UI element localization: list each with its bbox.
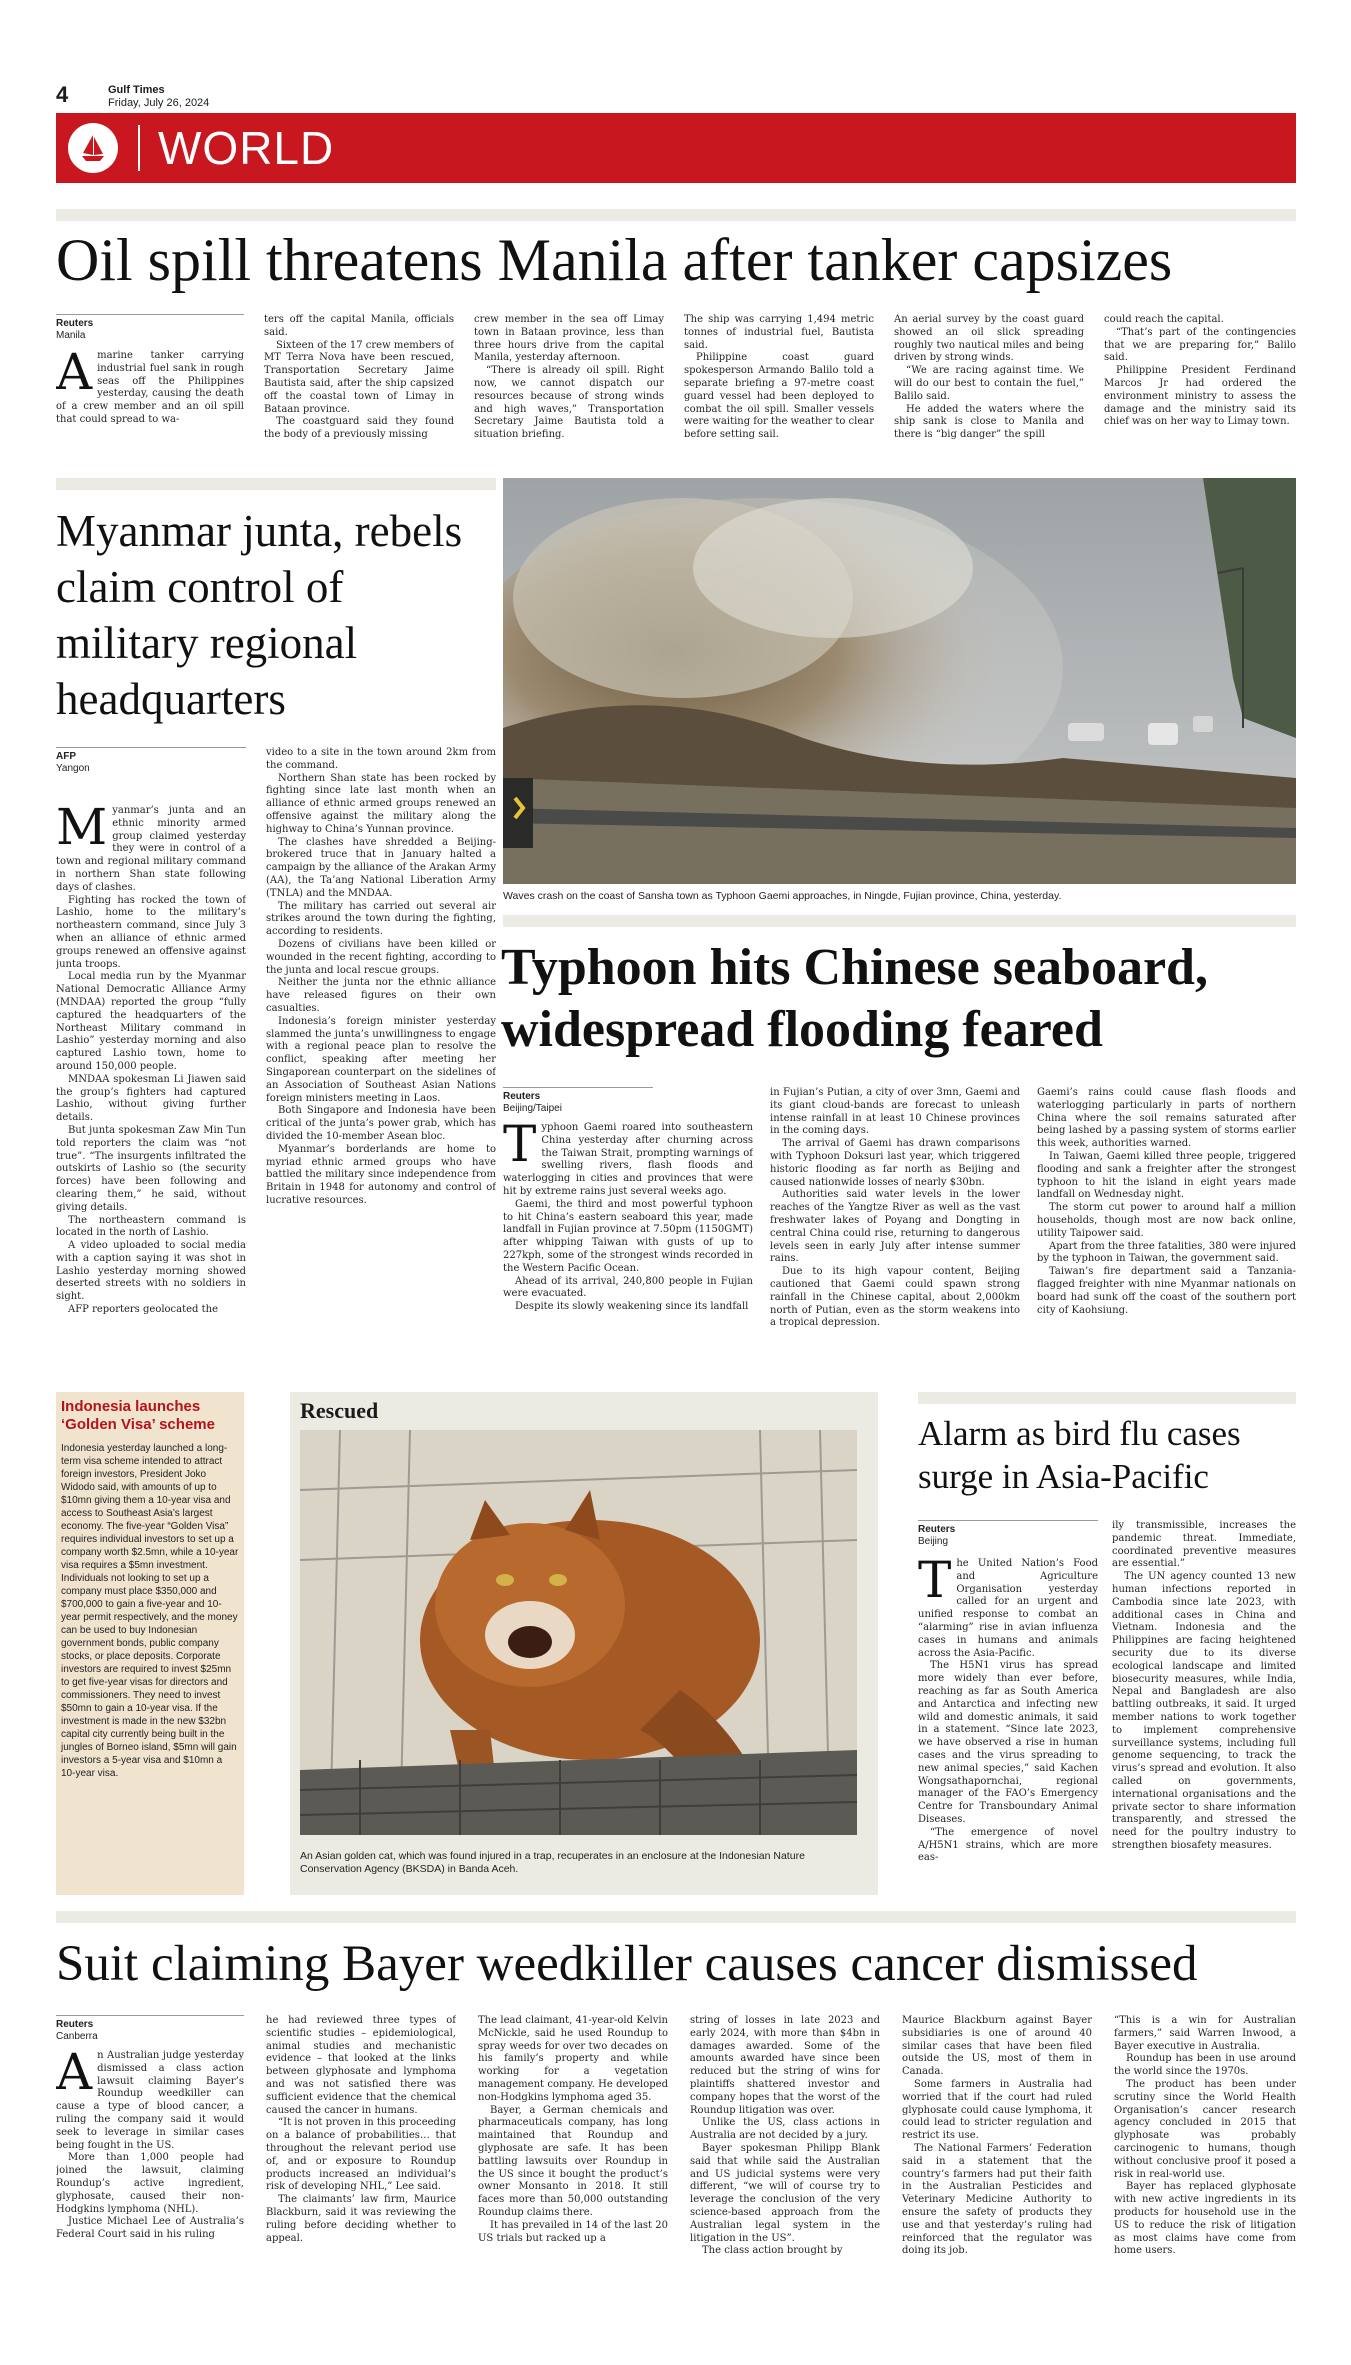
story3-headline: Typhoon hits Chinese seaboard, widespread flooding feared	[501, 939, 1208, 1058]
story3-paragraph: Apart from the three fatalities, 380 were injured by the typhoon in Taiwan, the government said.	[1037, 1240, 1296, 1265]
story1-paragraph: “We are racing against time. We will do our best to contain the fuel,” Balilo said.	[894, 365, 1084, 402]
story4-paragraph: The H5N1 virus has spread more widely than ever before, reaching as far as South America and Antarctica and infecting new wild and domestic animals, it said in a statement. “Since late 2023, we have observed a rise in human cases and the virus spreading to new animal species,” said Kachen Wongsathapornchai, regional manager of the FAO’s Emergency Centre for Transboundary Animal Diseases.	[918, 1660, 1098, 1825]
story3-paragraph: Due to its high vapour content, Beijing cautioned that Gaemi could spawn strong rainfall in the Chinese capital, about 2,000km north of Putian, even as the storm weakens into a tropical depression.	[770, 1266, 1020, 1329]
story1-paragraph: Philippine President Ferdinand Marcos Jr had ordered the environment ministry to assess the damage and the ministry said its chief was on her way to Limay town.	[1104, 365, 1296, 428]
story1-paragraph: Sixteen of the 17 crew members of MT Terra Nova have been rescued, Transportation Secretary Jaime Bautista said, after the ship capsized off the coastal town of Limay in Bataan province.	[264, 339, 454, 415]
section-rule	[56, 209, 1296, 221]
story5-byline	[56, 2015, 244, 2043]
story5-paragraph: string of losses in late 2023 and early 2024, with more than $4bn in damages awarded. Some of the amounts awarded have since been reduced but the string of wins for plaintiffs shattered investor and company hopes that the worst of the Roundup litigation was over.	[690, 2015, 880, 2116]
story4-byline	[918, 1520, 1098, 1548]
sidebar-body: Indonesia yesterday launched a long-term visa scheme intended to attract foreign investors, President Joko Widodo said, with amounts of up to $10mn giving them a 10-year visa and access to Southeast Asia’s largest economy. The five-year “Golden Visa” requires individual investors to set up a company worth $2.5mn, while a 10-year visa requires a $5mn investment. Individuals not looking to set up a company must place $350,000 and $700,000 to gain a five-year and 10-year permit respectively, and the money can be used to buy Indonesian government bonds, public company stocks, or place deposits. Corporate investors are required to invest $25mn to get five-year visas for directors and commissioners. They need to invest $50mn to gain a 10-year visa. If the investment is made in the new $32bn capital city currently being built in the jungles of Borneo island, $5mn will gain investors a 5-year visa and $10mn a 10-year visa.	[61, 1443, 239, 1779]
story5-drop-cap: A	[56, 2050, 93, 2101]
story4-paragraph: The United Nation’s Food and Agriculture Organisation yesterday called for an urgent and unified response to combat an “alarming” rise in avian influenza cases in humans and animals across the Asia-Pacific.	[918, 1558, 1098, 1659]
story2-column	[56, 805, 246, 1317]
story1-column	[894, 314, 1084, 442]
story3-column	[770, 1087, 1020, 1330]
story4-column	[1112, 1520, 1296, 1853]
story5-column	[266, 2015, 456, 2245]
story1-paragraph: crew member in the sea off Limay town in Bataan province, less than three hours drive from the capital Manila, yesterday afternoon.	[474, 314, 664, 364]
story2-paragraph: AFP reporters geolocated the	[68, 1304, 219, 1316]
story3-paragraph: Gaemi, the third and most powerful typhoon to hit China’s eastern seaboard this year, made landfall in Fujian province at 7.50pm (1150GMT) after whipping Taiwan with gusts of up to 227kph, some of the strongest winds recorded in the Western Pacific Ocean.	[503, 1198, 753, 1274]
story1-paragraph: The ship was carrying 1,494 metric tonnes of industrial fuel, Bautista said.	[684, 314, 874, 351]
story3-dateline: Beijing/Taipei	[503, 1103, 562, 1114]
rescued-photo-caption: An Asian golden cat, which was found injured in a trap, recuperates in an enclosure at the Indonesian Nature Conservation Agency (BKSDA) in Banda Aceh.	[300, 1850, 805, 1875]
story2-paragraph: Neither the junta nor the ethnic alliance have released figures on their own casualties.	[266, 977, 496, 1014]
golden-visa-sidebar	[56, 1392, 244, 1895]
story5-paragraph: Bayer has replaced glyphosate with new active ingredients in its products for household use in the US to reduce the risk of litigation as most claims have come from home users.	[1114, 2181, 1296, 2257]
story5-dateline: Canberra	[56, 2031, 98, 2042]
story5-paragraph: “It is not proven in this proceeding on a balance of probabilities… that throughout the relevant period use of, and or exposure to Roundup products increased an individual’s risk of developing NHL,” Lee said.	[266, 2117, 456, 2193]
story1-paragraph: The coastguard said they found the body of a previously missing	[264, 416, 454, 441]
story3-paragraph: The arrival of Gaemi has drawn comparisons with Typhoon Doksuri last year, which triggered historic flooding as far north as Beijing and caused nationwide losses of nearly $30bn.	[770, 1138, 1020, 1188]
section-rule	[56, 1911, 1296, 1923]
story5-agency: Reuters	[56, 2019, 94, 2030]
story4-agency: Reuters	[918, 1524, 956, 1535]
story2-drop-cap: M	[56, 805, 108, 856]
story3-column	[503, 1122, 753, 1314]
story4-paragraph: ily transmissible, increases the pandemic threat. Immediate, coordinated preventive measures are essential.”	[1112, 1520, 1296, 1570]
story4-paragraph: “The emergence of novel A/H5N1 strains, which are more eas-	[918, 1826, 1098, 1864]
story4-drop-cap: T	[918, 1558, 952, 1609]
issue-date: Friday, July 26, 2024	[108, 97, 210, 109]
story4-headline: Alarm as bird flu cases surge in Asia-Pacific	[918, 1414, 1241, 1496]
typhoon-photo-caption: Waves crash on the coast of Sansha town as Typhoon Gaemi approaches, in Ningde, Fujian province, China, yesterday.	[503, 890, 1062, 902]
story3-column	[1037, 1087, 1296, 1317]
story1-paragraph: He added the waters where the ship sank is close to Manila and there is “big danger” the spill	[894, 403, 1084, 441]
story1-paragraph: could reach the capital.	[1104, 314, 1224, 325]
story2-paragraph: Myanmar’s borderlands are home to myriad ethnic armed groups who have battled the military since independence from Britain in 1948 for autonomy and control of lucrative resources.	[266, 1143, 496, 1206]
story5-paragraph: The National Farmers’ Federation said in a statement that the country’s farmers had put their faith in the Australian Pesticides and Veterinary Medicine Authority to ensure the safety of products they use and that yesterday’s ruling had reinforced that the regulator was doing its job.	[902, 2142, 1092, 2257]
section-rule	[56, 478, 496, 490]
story2-paragraph: Indonesia’s foreign minister yesterday slammed the junta’s unwillingness to engage with a regional peace plan to resolve the conflict, speaking after meeting her Singaporean counterpart on the sidelines of an Association of Southeast Asian Nations foreign ministers meeting in Laos.	[266, 1015, 496, 1104]
story3-paragraph: Gaemi’s rains could cause flash floods and waterlogging particularly in parts of northern China where the soil remains saturated after being lashed by a passing system of storms earlier this week, authorities warned.	[1037, 1087, 1296, 1150]
story5-paragraph: It has prevailed in 14 of the last 20 US trials but racked up a	[478, 2219, 668, 2244]
story1-column	[264, 314, 454, 442]
story2-paragraph: Myanmar’s junta and an ethnic minority armed group claimed yesterday they were in control of a town and regional military command in northern Shan state following days of clashes.	[56, 805, 246, 893]
story5-paragraph: The lead claimant, 41-year-old Kelvin McNickle, said he used Roundup to spray weeds for over two decades on his family’s property and while working for a vegetation management company. He developed non-Hodgkins lymphoma aged 35.	[478, 2015, 668, 2103]
story5-paragraph: More than 1,000 people had joined the lawsuit, claiming Roundup’s active ingredient, glyphosate, caused their non-Hodgkins lymphoma (NHL).	[56, 2152, 244, 2215]
story1-column	[56, 350, 244, 427]
story5-column	[690, 2015, 880, 2258]
story2-paragraph: video to a site in the town around 2km from the command.	[266, 747, 496, 771]
section-rule	[503, 915, 1296, 927]
story1-paragraph: ters off the capital Manila, officials said.	[264, 314, 454, 338]
banner-divider	[138, 125, 140, 171]
story1-paragraph: “That’s part of the contingencies that we are preparing for,” Balilo said.	[1104, 326, 1296, 364]
story3-drop-cap: T	[503, 1122, 537, 1173]
story3-paragraph: Typhoon Gaemi roared into southeastern China yesterday after churning across the Taiwan Strait, prompting warnings of swelling rivers, flash floods and waterlogging in cities and provinces that were hit by extreme rains just several weeks ago.	[503, 1122, 753, 1197]
story1-drop-cap: A	[56, 350, 93, 401]
story5-paragraph: An Australian judge yesterday dismissed a class action lawsuit claiming Bayer’s Roundup weedkiller can cause a type of blood cancer, a ruling the company said it would seek to leverage in similar cases being fought in the US.	[56, 2050, 244, 2151]
story5-column	[1114, 2015, 1296, 2258]
story1-column	[1104, 314, 1296, 429]
page-number: 4	[56, 82, 69, 107]
story5-paragraph: “This is a win for Australian farmers,” said Warren Inwood, a Bayer executive in Australia.	[1114, 2015, 1296, 2052]
section-rule	[918, 1392, 1296, 1404]
story5-paragraph: Justice Michael Lee of Australia’s Federal Court said in his ruling	[56, 2216, 244, 2241]
story5-column	[902, 2015, 1092, 2258]
story5-paragraph: Bayer, a German chemicals and pharmaceuticals company, has long maintained that Roundup and glyphosate are safe. It has been battling lawsuits over Roundup in the US since it bought the product’s owner Monsanto in 2018. It still faces more than 50,000 outstanding Roundup claims there.	[478, 2104, 668, 2218]
story5-column	[478, 2015, 668, 2245]
story2-paragraph: The northeastern command is located in the north of Lashio.	[56, 1214, 246, 1239]
story2-paragraph: Both Singapore and Indonesia have been critical of the junta’s power grab, which has divided the 10-member Asean bloc.	[266, 1105, 496, 1142]
story2-paragraph: Local media run by the Myanmar National Democratic Alliance Army (MNDAA) reported the group “fully captured the headquarters of the Northeast Military command in Lashio” yesterday morning and also captured Lashio town, home to around 150,000 people.	[56, 971, 246, 1072]
masthead-small	[108, 84, 209, 110]
story4-dateline: Beijing	[918, 1536, 949, 1547]
story4-column	[918, 1558, 1098, 1865]
story2-paragraph: MNDAA spokesman Li Jiawen said the group’s fighters had captured Lashio, without giving further details.	[56, 1073, 246, 1124]
story5-headline: Suit claiming Bayer weedkiller causes cancer dismissed	[56, 1936, 1198, 1992]
story3-paragraph: Despite its slowly weakening since its landfall	[515, 1301, 749, 1313]
story2-paragraph: Fighting has rocked the town of Lashio, home to the military’s northeastern command, since July 3 when an alliance of ethnic armed groups renewed an offensive against junta troops.	[56, 894, 246, 970]
story2-byline	[56, 747, 246, 775]
golden-cat-photo	[300, 1430, 857, 1835]
story2-paragraph: The military has carried out several air strikes around the town during the fighting, according to residents.	[266, 900, 496, 938]
story2-paragraph: The clashes have shredded a Beijing-brokered truce that in January halted a campaign by the alliance of the Arakan Army (AA), the Ta’ang National Liberation Army (TNLA) and the MNDAA.	[266, 836, 496, 899]
story3-agency: Reuters	[503, 1091, 541, 1102]
story1-paragraph: An aerial survey by the coast guard showed an oil slick spreading roughly two nautical miles and being driven by strong winds.	[894, 314, 1084, 364]
story3-byline	[503, 1087, 653, 1115]
story5-column	[56, 2050, 244, 2242]
rescued-label: Rescued	[300, 1398, 379, 1423]
story3-paragraph: Authorities said water levels in the lower reaches of the Yangtze River as well as the vast freshwater lakes of Poyang and Dongting in central China could rise, returning to dangerous levels seen in early July after intense summer rains.	[770, 1189, 1020, 1265]
publication-name: Gulf Times	[108, 84, 165, 96]
story5-paragraph: Unlike the US, class actions in Australia are not decided by a jury.	[690, 2117, 880, 2142]
story5-paragraph: The product has been under scrutiny since the World Health Organisation’s cancer research agency concluded in 2015 that glyphosate was probably carcinogenic to humans, though without conclusive proof it posed a risk in real-world use.	[1114, 2078, 1296, 2180]
story1-dateline: Manila	[56, 330, 86, 341]
logo-boat-icon	[68, 123, 118, 173]
story5-paragraph: Some farmers in Australia had worried that if the court had ruled glyphosate could cause lymphoma, it could lead to stricter regulation and restrict its use.	[902, 2078, 1092, 2142]
story1-headline: Oil spill threatens Manila after tanker capsizes	[56, 227, 1173, 293]
story3-paragraph: The storm cut power to around half a million households, though most are now back online, utility Taipower said.	[1037, 1202, 1296, 1239]
story5-paragraph: The class action brought by	[702, 2245, 843, 2257]
rescued-photo-panel	[290, 1392, 878, 1895]
story1-paragraph: Philippine coast guard spokesperson Armando Balilo told a separate briefing a 97-metre coast guard vessel had been deployed to combat the oil spill. Smaller vessels were waiting for the weather to clear before setting sail.	[684, 352, 874, 441]
story1-column	[474, 314, 664, 442]
story5-paragraph: Maurice Blackburn against Bayer subsidiaries is one of around 40 similar cases that have been filed outside the US, most of them in Canada.	[902, 2015, 1092, 2078]
story1-column	[684, 314, 874, 442]
story5-paragraph: Roundup has been in use around the world since the 1970s.	[1114, 2053, 1296, 2078]
story2-agency: AFP	[56, 751, 76, 762]
section-title: WORLD	[158, 122, 335, 174]
story5-paragraph: The claimants’ law firm, Maurice Blackburn, said it was reviewing the ruling before deciding whether to appeal.	[266, 2194, 456, 2244]
story2-dateline: Yangon	[56, 763, 90, 774]
story2-paragraph: Northern Shan state has been rocked by fighting since late last month when an alliance of ethnic armed groups renewed an offensive against the military along the highway to China’s Yunnan province.	[266, 772, 496, 835]
story1-paragraph: “There is already oil spill. Right now, we cannot dispatch our resources because of strong winds and high waves,” Transportation Secretary Jaime Bautista told a situation briefing.	[474, 365, 664, 441]
story3-paragraph: Taiwan’s fire department said a Tanzania-flagged freighter with nine Myanmar nationals on board had sunk off the coast of the southern port city of Kaohsiung.	[1037, 1266, 1296, 1316]
story3-paragraph: In Taiwan, Gaemi killed three people, triggered flooding and sank a freighter after the strongest typhoon to hit the island in eight years made landfall on Wednesday night.	[1037, 1150, 1296, 1201]
story5-paragraph: he had reviewed three types of scientific studies – epidemiological, animal studies and mechanistic evidence – that looked at the links between glyphosate and lymphoma and was not satisfied there was sufficient evidence that the chemical caused the cancer in humans.	[266, 2015, 456, 2116]
sidebar-title: Indonesia launches ‘Golden Visa’ scheme	[61, 1398, 215, 1433]
typhoon-waves-photo	[503, 478, 1296, 884]
story5-paragraph: Bayer spokesman Philipp Blank said that while said the Australian and US judicial systems were very different, “we will of course try to leverage the conclusion of the very science-based approach from the Australian legal system in the litigation in the US”.	[690, 2142, 880, 2244]
story2-paragraph: Dozens of civilians have been killed or wounded in the recent fighting, according to the junta and local rescue groups.	[266, 938, 496, 976]
section-banner	[56, 113, 1296, 183]
story1-byline	[56, 314, 244, 342]
story2-paragraph: But junta spokesman Zaw Min Tun told reporters the claim was “not true”. “The insurgents infiltrated the outskirts of Lashio so (the security forces) have been following and clearing them,” he said, without giving details.	[56, 1124, 246, 1213]
story1-agency: Reuters	[56, 318, 94, 329]
story3-paragraph: Ahead of its arrival, 240,800 people in Fujian were evacuated.	[503, 1275, 753, 1300]
story3-paragraph: in Fujian’s Putian, a city of over 3mn, Gaemi and its giant cloud-bands are forecast to unleash intense rainfall in at least 10 Chinese provinces in the coming days.	[770, 1087, 1020, 1137]
story1-paragraph: Amarine tanker carrying industrial fuel sank in rough seas off the Philippines yesterday, causing the death of a crew member and an oil spill that could spread to wa-	[56, 350, 244, 425]
story2-column	[266, 747, 496, 1208]
story2-paragraph: A video uploaded to social media with a caption saying it was shot in Lashio yesterday morning showed deserted streets with no soldiers in sight.	[56, 1240, 246, 1303]
story2-headline: Myanmar junta, rebels claim control of military regional headquarters	[56, 506, 463, 724]
story4-paragraph: The UN agency counted 13 new human infections reported in Cambodia since late 2023, with additional cases in China and Vietnam. Indonesia and the Philippines are facing heightened security due to its diverse ecological landscape and limited biosecurity measures, while India, Nepal and Bangladesh are also battling outbreaks, it said. It urged member nations to work together to implement comprehensive surveillance systems, including full genome sequencing, to track the virus’s spread and evolution. It also called on governments, international organisations and the private sector to share information transparently, and stressed the need for the poultry industry to strengthen biosafety measures.	[1112, 1571, 1296, 1851]
